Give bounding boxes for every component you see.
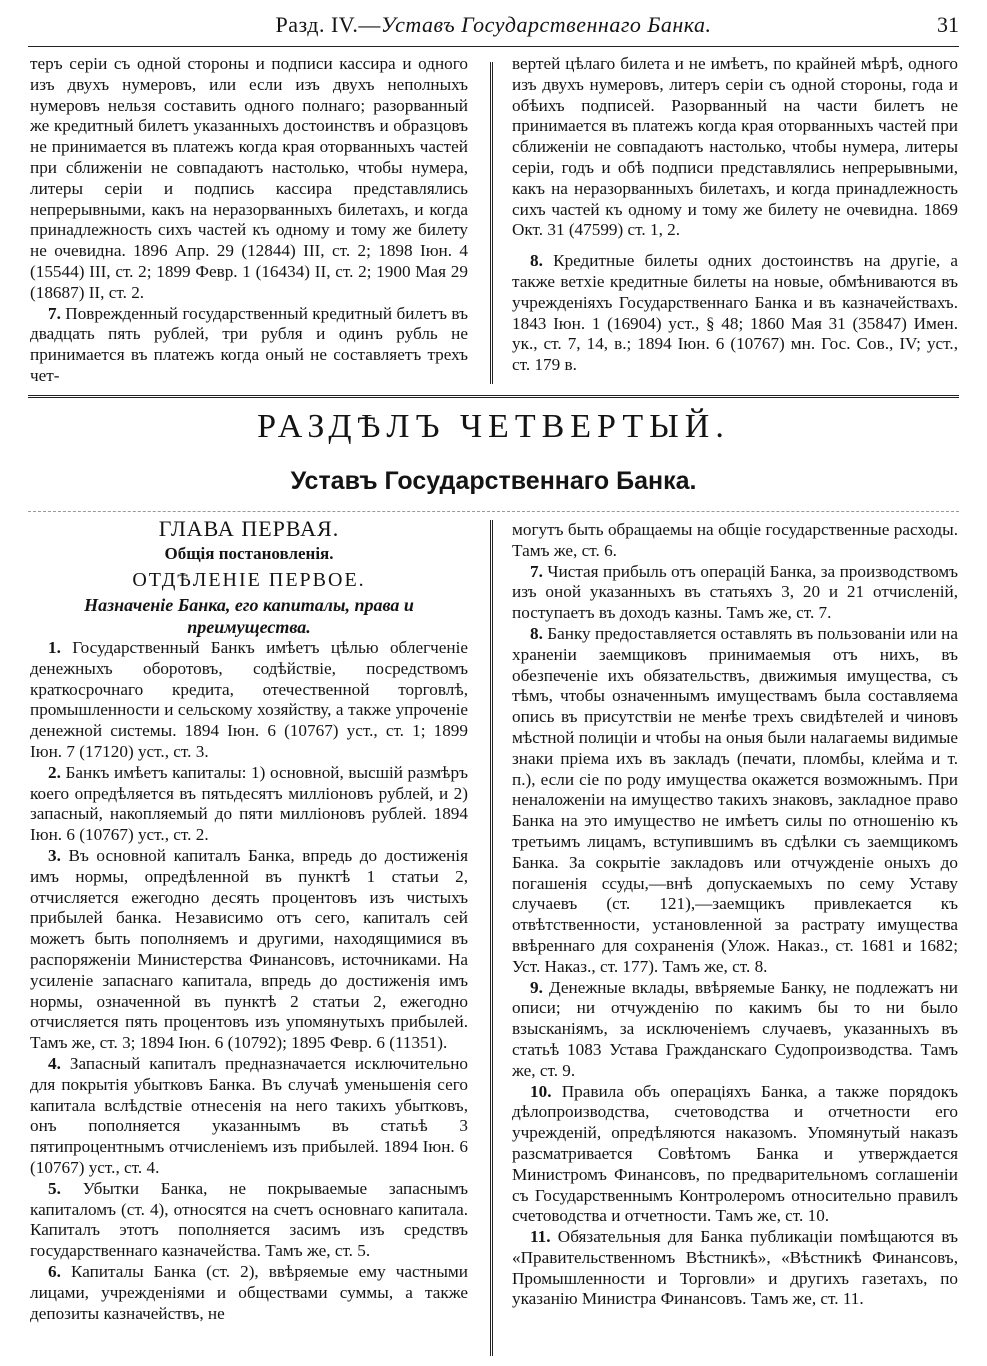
purpose-heading: Назначеніе Банка, его капиталы, права и преимущества. bbox=[84, 595, 414, 637]
article-1: 1. Государственный Банкъ имѣетъ цѣлью облегченіе денежныхъ оборотовъ, содѣйствіе, посредствомъ краткосрочнаго кредита, отечественной торговлѣ, промышленности и сельскому хозяйству, а также упроченіе денежной системы. 1894 Іюн. 6 (10767) уст., ст. 1; 1899 Іюн. 7 (17120) уст., ст. 3. bbox=[30, 638, 468, 761]
article-10: 10. Правила объ операціяхъ Банка, а также порядокъ дѣлопроизводства, счетоводства и отчетности его учрежденій, опредѣляются наказомъ. Упомянутый наказъ разсматривается Совѣтомъ Банка и утверждается Министромъ Финансовъ, по предварительномъ соглашеніи съ Государственнымъ Контролеромъ относительно правилъ счетоводства и отчетности. Тамъ же, ст. 10. bbox=[512, 1081, 958, 1226]
article-11: 11. Обязательныя для Банка публикаціи помѣщаются въ «Правительственномъ Вѣстникѣ», «Вѣстникѣ Финансовъ, Промышленности и Торговли» и другихъ газетахъ, по указанію Министра Финансовъ. Тамъ же, ст. 11. bbox=[512, 1227, 958, 1309]
article-9: 9. Денежные вклады, ввѣряемые Банку, не подлежатъ ни описи; ни отчужденію по какимъ бы то ни было взысканіямъ, за исключеніемъ случаевъ, указанныхъ въ статьѣ 1083 Устава Гражданскаго Судопроизводства. Тамъ же, ст. 9. bbox=[512, 977, 958, 1080]
section-rule bbox=[28, 395, 959, 398]
paragraph: теръ серіи съ одной стороны и подписи кассира и одного изъ двухъ нумеровъ, или если изъ двухъ неполныхъ нумеровъ нельзя составить одного полнаго; разорванный же кредитный билетъ указанныхъ достоинствъ и образцовъ не принимается въ платежъ когда края оторванныхъ частей при сближеніи не совпадаютъ настолько, чтобы нумера, литеры серіи и подпись кассира представлялись непрерывными, какъ на неразорванныхъ билетахъ, и когда принадлежность сихъ частей къ одному и тому же билету не очевидна. 1896 Апр. 29 (12844) III, ст. 2; 1898 Іюн. 4 (15544) III, ст. 2; 1899 Февр. 1 (16434) II, ст. 2; 1900 Мая 29 (18687) II, ст. 2. bbox=[30, 54, 468, 302]
article-8-bank: 8. Банку предоставляется оставлять въ пользованіи или на храненіи заемщиковъ принимаемыя отъ нихъ, въ обезпеченіе ихъ обязательствъ, движимыя имущества, съ тѣмъ, чтобы означеннымъ имуществамъ была составляема опись въ присутствіи не менѣе трехъ свидѣтелей и чиновъ мѣстной полиціи и чтобы на оныя были налагаемы видимые знаки пріема ихъ въ закладъ (печати, пломбы, клейма и т. п.), если сіе по роду имущества окажется возможнымъ. При неналоженіи на имущество такихъ знаковъ, закладное право Банка на это имущество не имѣетъ силы по отношенію къ третьимъ лицамъ, вступившимъ въ сдѣлки съ заемщикомъ Банка. За сокрытіе закладовъ или отчужденіе оныхъ до погашенія ссуды,—внѣ допускаемыхъ по сему Уставу случаевъ (ст. 121),—заемщикъ привлекается къ отвѣтственности, установленной за растрату имущества ввѣреннаго для сохраненія (Улож. Наказ., ст. 1681 и 1682; Уст. Наказ., ст. 177). Тамъ же, ст. 8. bbox=[512, 623, 958, 976]
paragraph: могутъ быть обращаемы на общіе государственные расходы. Тамъ же, ст. 6. bbox=[512, 520, 958, 560]
article-7-bank: 7. Чистая прибыль отъ операцій Банка, за производствомъ изъ оной указанныхъ въ статьяхъ 3, 20 и 21 отчисленій, поступаетъ въ доходъ казны. Тамъ же, ст. 7. bbox=[512, 561, 958, 623]
dotted-separator bbox=[28, 511, 959, 512]
article-8: 8. Кредитные билеты одних достоинствъ на другіе, а также ветхіе кредитные билеты на новые, обмѣниваются въ учрежденіяхъ Государственнаго Банка и въ казначействахъ. 1843 Іюн. 1 (16904) уст., § 48; 1860 Мая 31 (35847) Имен. ук., ст. 7, 14, в.; 1894 Іюн. 6 (10767) мн. Гос. Сов., IV; уст., ст. 179 в. bbox=[512, 251, 958, 375]
article-4: 4. Запасный капиталъ предназначается исключительно для покрытія убытковъ Банка. Въ случаѣ уменьшенія сего капитала вслѣдствіе отнесенія на него такихъ убытковъ, онъ пополняется указаннымъ въ статьѣ 3 пятипроцентнымъ отчисленіемъ изъ прибылей. 1894 Іюн. 6 (10767) уст., ст. 4. bbox=[30, 1053, 468, 1177]
paragraph: вертей цѣлаго билета и не имѣетъ, по крайней мѣрѣ, одного изъ двухъ нумеровъ, литеръ серіи съ одной стороны, года и обѣихъ подписей. Разорванный на части билетъ не принимается въ платежъ когда края оторванныхъ частей при сближеніи не совпадаютъ настолько, чтобы нумера, литеры серіи, годъ и обѣ подписи представлялись непрерывными, какъ на неразорванныхъ билетахъ, и когда принадлежность сихъ частей къ одному и тому же билету не очевидна. 1869 Окт. 31 (47599) ст. 1, 2. bbox=[512, 54, 958, 240]
running-title bbox=[28, 12, 959, 38]
section-label: Разд. IV.— bbox=[275, 12, 381, 37]
article-6: 6. Капиталы Банка (ст. 2), ввѣряемые ему частными лицами, учрежденіями и обществами суммы, а также депозиты казначействъ, не bbox=[30, 1261, 468, 1323]
column-divider-bottom bbox=[490, 520, 493, 1356]
top-right-column bbox=[512, 54, 958, 376]
running-head bbox=[28, 6, 959, 47]
division-heading: ОТДѢЛЕНІЕ ПЕРВОЕ. bbox=[132, 569, 366, 591]
section-subtitle: Уставъ Государственнаго Банка. bbox=[290, 467, 697, 495]
bottom-left-column bbox=[30, 516, 468, 1324]
charter-title: Уставъ Государственнаго Банка. bbox=[380, 12, 712, 37]
section-title: РАЗДѢЛЪ ЧЕТВЕРТЫЙ. bbox=[257, 408, 730, 445]
article-7: 7. Поврежденный государственный кредитный билетъ въ двадцать пять рублей, три рубля и одинъ рубль не принимается въ платежъ когда оный не составляетъ трехъ чет- bbox=[30, 303, 468, 385]
article-3: 3. Въ основной капиталъ Банка, впредь до достиженія имъ нормы, опредѣленной въ пунктѣ 1 статьи 2, отчисляется ежегодно десять процентовъ изъ чистыхъ прибылей банка. Независимо отъ сего, капиталъ сей можетъ быть пополняемъ и другими, находящимися въ распоряженіи Министерства Финансовъ, источниками. На усиленіе запаснаго капитала, впредь до достиженія имъ нормы, означенной въ пунктѣ 2 статьи 2, ежегодно отчисляется пять процентовъ изъ упомянутыхъ прибылей. Тамъ же, ст. 3; 1894 Іюн. 6 (10792); 1895 Февр. 6 (11351). bbox=[30, 845, 468, 1053]
article-2: 2. Банкъ имѣетъ капиталы: 1) основной, высшій размѣръ коего опредѣляется въ пятьдесятъ милліоновъ рублей, и 2) запасный, накопляемый до пяти милліоновъ рублей. 1894 Іюн. 6 (10767) уст., ст. 2. bbox=[30, 762, 468, 845]
article-5: 5. Убытки Банка, не покрываемые запаснымъ капиталомъ (ст. 4), относятся на счетъ основнаго капитала. Капиталъ этотъ пополняется засимъ изъ средствъ государственнаго казначейства. Тамъ же, ст. 5. bbox=[30, 1178, 468, 1261]
page-number: 31 bbox=[937, 12, 959, 37]
general-provisions-heading: Общія постановленія. bbox=[164, 544, 334, 563]
top-left-column bbox=[30, 54, 468, 387]
bottom-right-column bbox=[512, 520, 958, 1310]
chapter-heading: ГЛАВА ПЕРВАЯ. bbox=[158, 516, 340, 541]
column-divider-top bbox=[490, 62, 493, 384]
